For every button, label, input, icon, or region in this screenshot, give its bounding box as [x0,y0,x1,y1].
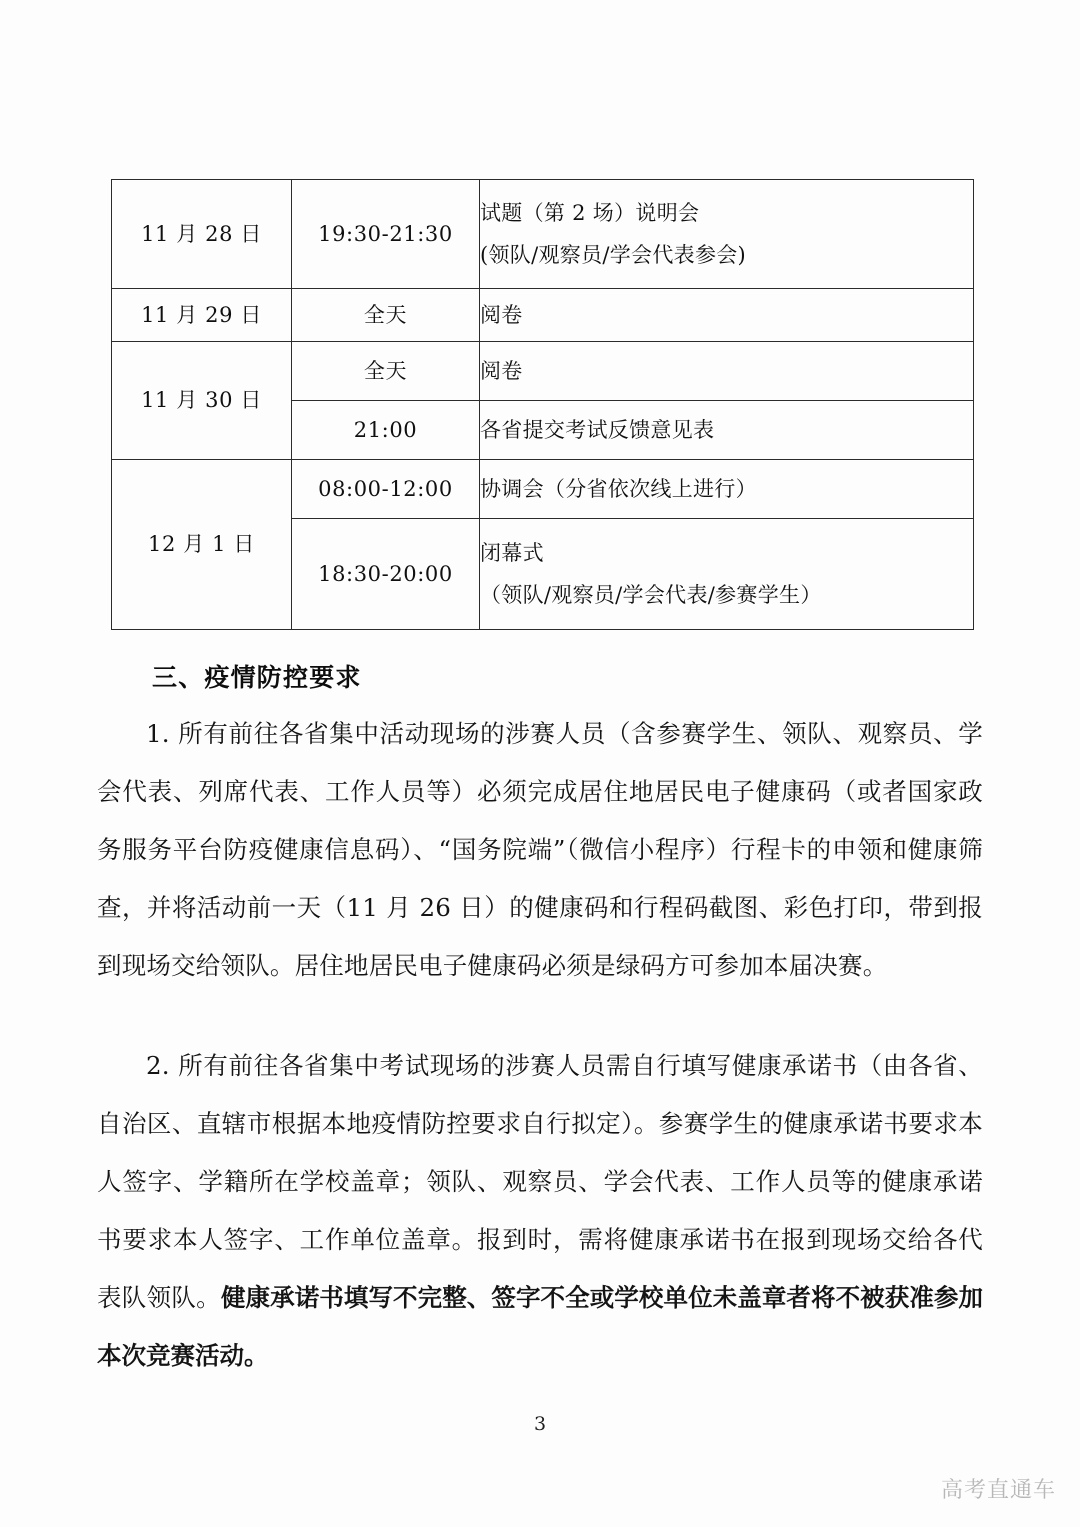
cell-time: 21:00 [292,401,480,460]
cell-detail [480,401,974,460]
detail-line: 协调会（分省依次线上进行） [480,476,757,501]
cell-date: 11 月 28 日 [112,180,292,289]
detail-line: 试题（第 2 场）说明会 [480,201,700,226]
cell-detail [480,342,974,401]
cell-time: 19:30-21:30 [292,180,480,289]
paragraph-epidemic-health-code [97,705,983,995]
paragraph-text [97,1037,983,1385]
detail-line: 阅卷 [480,302,523,327]
table-row [112,460,974,519]
paragraph-normal-text: 2. 所有前往各省集中考试现场的涉赛人员需自行填写健康承诺书（由各省、自治区、直辖市根据本地疫情防控要求自行拟定）。参赛学生的健康承诺书要求本人签字、学籍所在学校盖章；领队、观察员、学会代表、工作人员等的健康承诺书要求本人签字、工作单位盖章。报到时，需将健康承诺书在报到现场交给各代表队领队。 [97,1051,983,1312]
cell-detail [480,180,974,289]
paragraph-health-commitment [97,1037,983,1385]
table-row [112,289,974,342]
schedule-table [111,179,974,630]
detail-line: （领队/观察员/学会代表/参赛学生） [480,582,822,607]
cell-date: 11 月 29 日 [112,289,292,342]
section-heading: 三、疫情防控要求 [152,663,362,692]
watermark: 高考直通车 [940,1478,1056,1503]
cell-time: 全天 [292,342,480,401]
page-number: 3 [533,1413,547,1435]
paragraph-bold-warning: 健康承诺书填写不完整、签字不全或学校单位未盖章者将不被获准参加本次竞赛活动。 [97,1283,984,1370]
detail-line: 各省提交考试反馈意见表 [480,417,715,442]
table-row [112,180,974,289]
cell-detail [480,289,974,342]
cell-time: 08:00-12:00 [292,460,480,519]
cell-detail [480,519,974,630]
paragraph-text: 1. 所有前往各省集中活动现场的涉赛人员（含参赛学生、领队、观察员、学会代表、列席代表、工作人员等）必须完成居住地居民电子健康码（或者国家政务服务平台防疫健康信息码）、“国务院端”（微信小程序）行程卡的申领和健康筛查，并将活动前一天（11 月 26 日）的健康码和行程码截图、彩色打印，带到报到现场交给领队。居住地居民电子健康码必须是绿码方可参加本届决赛。 [97,719,983,980]
cell-date: 12 月 1 日 [112,460,292,630]
cell-detail [480,460,974,519]
cell-date: 11 月 30 日 [112,342,292,460]
cell-time: 全天 [292,289,480,342]
cell-time: 18:30-20:00 [292,519,480,630]
detail-line: 阅卷 [480,358,523,383]
detail-line: (领队/观察员/学会代表参会) [480,242,747,267]
table-row [112,342,974,401]
detail-line: 闭幕式 [480,541,544,566]
